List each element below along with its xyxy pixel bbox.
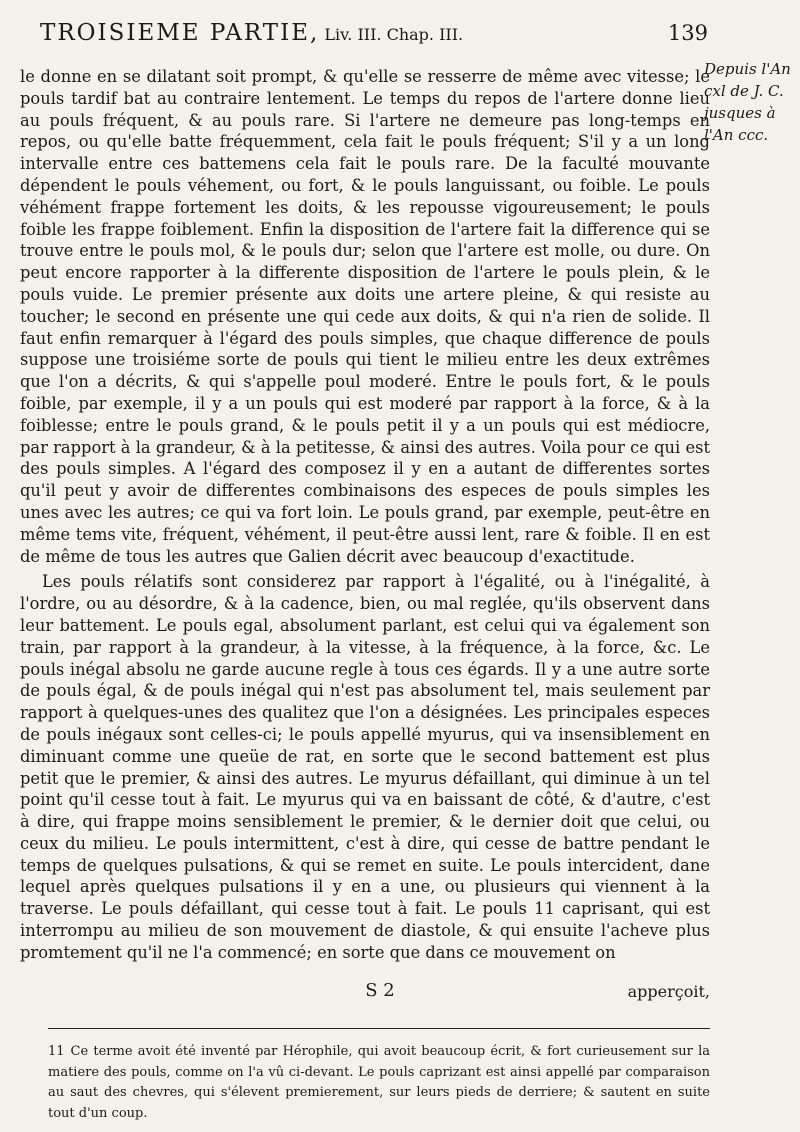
catchword: apperçoit,	[627, 982, 710, 1001]
running-head-title: TROISIEME PARTIE,	[40, 20, 320, 46]
running-head	[40, 20, 463, 46]
page-number: 139	[667, 21, 708, 45]
margin-note: Depuis l'An cxl de J. C. jusques à l'An ccc.	[704, 60, 791, 144]
footnote-rule	[48, 1028, 710, 1029]
paragraph-2: Les pouls rélatifs sont considerez par rapport à l'égalité, ou à l'inégalité, à l'ordre, ou au désordre, & à la cadence, bien, ou mal reglée, qu'ils observent dans leur battement. Le pouls egal, absolument parlant, est celui qui va également son train, par rapport à la grandeur, à la vitesse, à la fréquence, à la force, &c. Le pouls inégal absolu ne garde aucune regle à tous ces égards. Il y a une autre sorte de pouls égal, & de pouls inégal qui n'est pas absolument tel, mais seulement par rapport à quelques-unes des qualitez que l'on a désignées. Les principales especes de pouls inégaux sont celles-ci; le pouls appellé myurus, qui va insensiblement en diminuant comme une queüe de rat, en sorte que le second battement est plus petit que le premier, & ainsi des autres. Le myurus défaillant, qui diminue à un tel point qu'il cesse tout à fait. Le myurus qui va en baissant de côté, & d'autre, c'est à dire, qui frappe moins sensiblement le premier, & le dernier doit que celui, ou ceux du milieu. Le pouls intermittent, c'est à dire, qui cesse de battre pendant le temps de quelques pulsations, & qui se remet en suite. Le pouls intercident, dane lequel après quelques pulsations il y en a une, ou plusieurs qui viennent à la traverse. Le pouls défaillant, qui cesse tout à fait. Le pouls 11 caprisant, qui est interrompu au milieu de son mouvement de diastole, & qui ensuite l'acheve plus promtement qu'il ne l'a commencé; en sorte que dans ce mouvement on	[20, 572, 710, 962]
footnote-text: Ce terme avoit été inventé par Hérophile, qui avoit beaucoup écrit, & fort curieusement sur la matiere des pouls, comme on l'a vû ci-devant. Le pouls caprizant est ainsi appellé par comparaison au saut des chevres, qui s'élevent premierement, sur leurs pieds de derriere; & sautent en suite tout d'un coup.	[48, 1044, 710, 1121]
footnote	[48, 1042, 710, 1124]
running-head-book-chapter: Liv. III. Chap. III.	[324, 25, 464, 44]
page-header	[40, 20, 708, 60]
body-text	[20, 66, 710, 964]
footnote-number: 11	[48, 1044, 65, 1059]
signature-mark: S 2	[365, 980, 395, 1001]
paragraph-1: le donne en se dilatant soit prompt, & qu'elle se resserre de même avec vitesse; le pouls tardif bat au contraire lentement. Le temps du repos de l'artere donne lieu au pouls fréquent, & au pouls rare. Si l'artere ne demeure pas long-temps en repos, ou qu'elle batte fréquemment, cela fait le pouls fréquent; S'il y a un long intervalle entre ces battemens cela fait le pouls rare. De la faculté mouvante dépendent le pouls véhement, ou fort, & le pouls languissant, ou foible. Le pouls véhément frappe fortement les doits, & les repousse vigoureusement; le pouls foible les frappe foiblement. Enfin la disposition de l'artere fait la difference qui se trouve entre le pouls mol, & le pouls dur; selon que l'artere est molle, ou dure. On peut encore rapporter à la differente disposition de l'artere le pouls plein, & le pouls vuide. Le premier présente aux doits une artere pleine, & qui resiste au toucher; le second en présente une qui cede aux doits, & qui n'a rien de solide. Il faut enfin remarquer à l'égard des pouls simples, que chaque difference de pouls suppose une troisiéme sorte de pouls qui tient le milieu entre les deux extrêmes que l'on a décrits, & qui s'appelle poul moderé. Entre le pouls fort, & le pouls foible, par exemple, il y a un pouls qui est moderé par rapport à la force, & à la foiblesse; entre le pouls grand, & le pouls petit il y a un pouls qui est médiocre, par rapport à la grandeur, & à la petitesse, & ainsi des autres. Voila pour ce qui est des pouls simples. A l'égard des composez il y en a autant de differentes sortes qu'il peut y avoir de differentes combinaisons des especes de pouls simples les unes avec les autres; ce qui va fort loin. Le pouls grand, par exemple, peut-être en même tems vite, fréquent, véhément, il peut-être aussi lent, rare & foible. Il en est de même de tous les autres que Galien décrit avec beaucoup d'exactitude.	[20, 67, 710, 566]
